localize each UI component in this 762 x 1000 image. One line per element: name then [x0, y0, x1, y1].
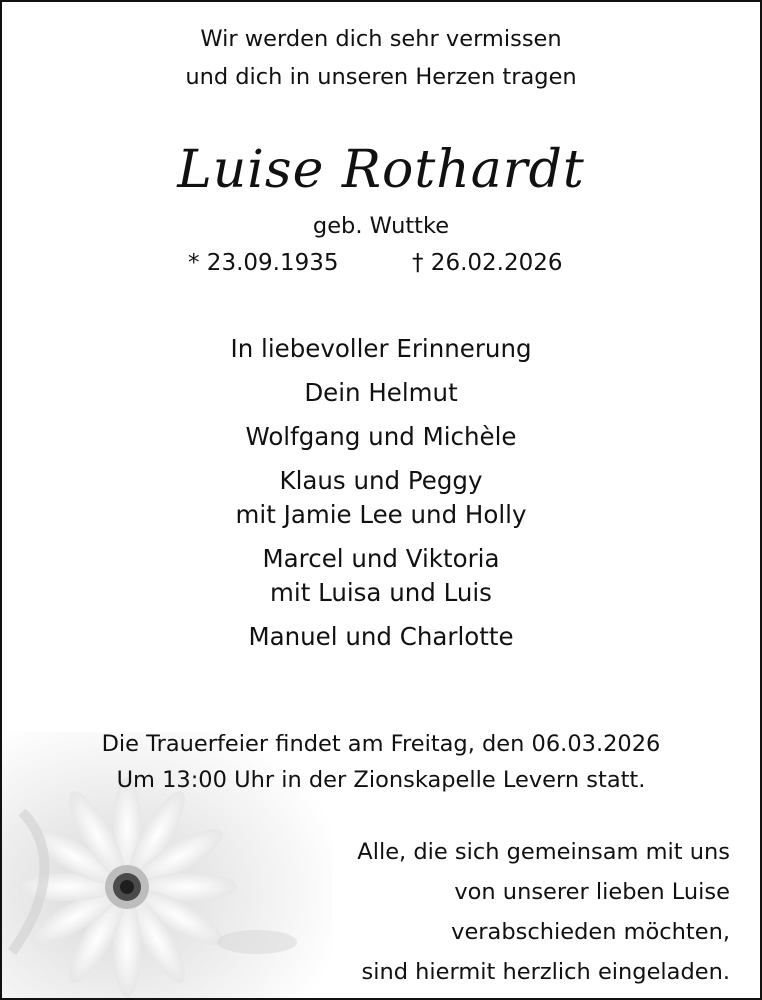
mourner-line: Marcel und Viktoria: [262, 544, 500, 573]
motto-line: und dich in unseren Herzen tragen: [185, 64, 577, 90]
deceased-name: Luise Rothardt: [177, 140, 585, 200]
invitation-line: verabschieden möchten,: [451, 919, 730, 945]
mourner-group: [2, 332, 760, 366]
mourner-group: [2, 542, 760, 610]
mourner-line: mit Luisa und Luis: [270, 578, 492, 607]
mourner-group: [2, 376, 760, 410]
mourner-line: Klaus und Peggy: [279, 466, 483, 495]
death-date: † 26.02.2026: [412, 250, 563, 276]
mourner-line: Wolfgang und Michèle: [245, 422, 517, 451]
mourners-list: [2, 332, 760, 664]
invitation-line: von unserer lieben Luise: [454, 879, 730, 905]
ceremony-line: Die Trauerfeier findet am Freitag, den 06.03.2026: [101, 731, 661, 757]
invitation-line: Alle, die sich gemeinsam mit uns: [357, 839, 730, 865]
mourner-line: Dein Helmut: [304, 378, 458, 407]
mourner-group: [2, 420, 760, 454]
ceremony-info: [2, 726, 760, 798]
motto: [2, 20, 760, 96]
mourner-line: In liebevoller Erinnerung: [230, 334, 532, 363]
motto-line: Wir werden dich sehr vermissen: [200, 26, 562, 52]
ceremony-line: Um 13:00 Uhr in der Zionskapelle Levern statt.: [116, 767, 646, 793]
mourner-line: mit Jamie Lee und Holly: [235, 500, 527, 529]
mourner-group: [2, 464, 760, 532]
birth-name: geb. Wuttke: [312, 213, 450, 239]
invitation-line: sind hiermit herzlich eingeladen.: [361, 959, 730, 985]
birth-date: * 23.09.1935: [188, 250, 339, 276]
mourner-group: [2, 620, 760, 654]
invitation-text: [357, 832, 730, 992]
mourner-line: Manuel und Charlotte: [248, 622, 514, 651]
